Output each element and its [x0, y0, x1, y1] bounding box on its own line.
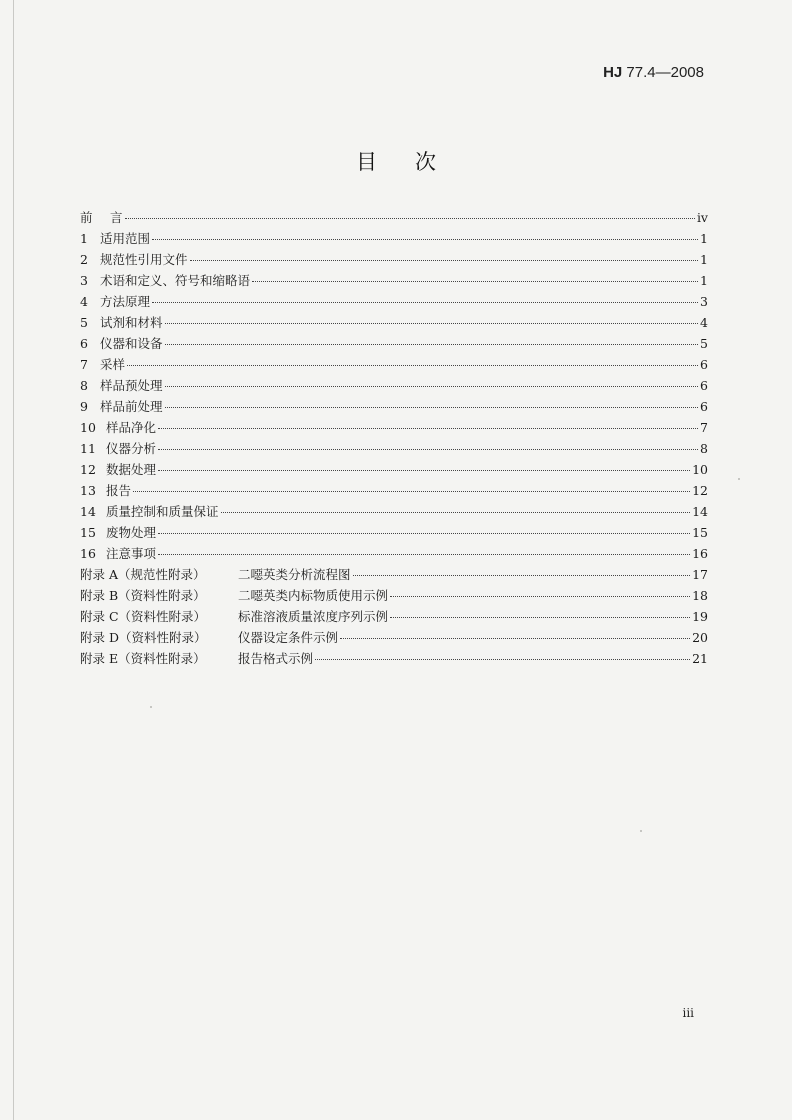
toc-page-number: 6: [700, 399, 708, 414]
toc-entry-title: 仪器和设备: [100, 336, 163, 351]
toc-entry-label: [80, 585, 388, 606]
dot-leader: [158, 449, 698, 450]
toc-row[interactable]: [80, 333, 708, 354]
toc-entry-label: [80, 333, 163, 354]
toc-page-number: 6: [700, 357, 708, 372]
toc-entry-number: 12: [80, 462, 96, 477]
toc-entry-title: 规范性引用文件: [100, 252, 188, 267]
toc-entry-number: 16: [80, 546, 96, 561]
scan-speck: [738, 478, 740, 480]
toc-row[interactable]: [80, 543, 708, 564]
appendix-title: 二噁英类内标物质使用示例: [238, 588, 389, 603]
toc-entry-number: 6: [80, 336, 88, 351]
appendix-title: 标准溶液质量浓度序列示例: [238, 609, 389, 624]
appendix-prefix: 附录 C（资料性附录）: [80, 609, 207, 624]
toc-entry-label: [80, 522, 156, 543]
toc-entry-title: 术语和定义、符号和缩略语: [100, 273, 251, 288]
toc-row[interactable]: [80, 291, 708, 312]
toc-entry-number: 8: [80, 378, 88, 393]
toc-page-number: 21: [692, 651, 708, 666]
toc-entry-number: 14: [80, 504, 96, 519]
standard-code-prefix: HJ: [603, 64, 623, 81]
toc-entry-title: 样品预处理: [100, 378, 163, 393]
toc-entry-number: 10: [80, 420, 96, 435]
toc-appendix-row[interactable]: [80, 648, 708, 669]
toc-row[interactable]: [80, 354, 708, 375]
toc-entry-label: [80, 228, 150, 249]
toc-appendix-row[interactable]: [80, 564, 708, 585]
toc-page-number: 1: [700, 231, 708, 246]
scan-speck: [150, 706, 152, 708]
dot-leader: [165, 344, 698, 345]
toc-entry-number: 13: [80, 483, 96, 498]
toc-entry-title: 仪器分析: [106, 441, 157, 456]
toc-page-number: 7: [700, 420, 708, 435]
toc-entry-title: 报告: [106, 483, 132, 498]
toc-entry-number: 3: [80, 273, 88, 288]
page-title: 目次: [356, 150, 474, 174]
dot-leader: [158, 533, 690, 534]
toc-page-number: 4: [700, 315, 708, 330]
dot-leader: [252, 281, 698, 282]
toc-entry-title: 试剂和材料: [100, 315, 163, 330]
toc-page-number: 12: [692, 483, 708, 498]
dot-leader: [390, 617, 690, 618]
toc-row[interactable]: [80, 459, 708, 480]
dot-leader: [221, 512, 691, 513]
dot-leader: [315, 659, 690, 660]
toc-entry-title: 数据处理: [106, 462, 157, 477]
dot-leader: [158, 428, 698, 429]
dot-leader: [152, 302, 698, 303]
appendix-prefix: 附录 B（资料性附录）: [80, 588, 206, 603]
toc-page-number: 1: [700, 273, 708, 288]
toc-page-number: iv: [696, 210, 708, 225]
toc-row[interactable]: [80, 375, 708, 396]
toc-entry-title: 样品前处理: [100, 399, 163, 414]
toc-appendix-row[interactable]: [80, 606, 708, 627]
toc-entry-title: 方法原理: [100, 294, 151, 309]
toc-entry-label: [80, 291, 150, 312]
toc-entry-number: 15: [80, 525, 96, 540]
appendix-title: 报告格式示例: [238, 651, 314, 666]
toc-entry-label: [80, 627, 338, 648]
toc-entry-label: [80, 249, 188, 270]
toc-entry-label: [80, 438, 156, 459]
appendix-prefix: 附录 E（资料性附录）: [80, 651, 206, 666]
toc-page-number: 8: [700, 441, 708, 456]
toc-entry-title: 质量控制和质量保证: [106, 504, 219, 519]
toc-entry-label: [80, 375, 163, 396]
toc-row[interactable]: [80, 396, 708, 417]
toc-entry-label: [80, 606, 388, 627]
toc-entry-number: 11: [80, 441, 96, 456]
toc-entry-number: 4: [80, 294, 88, 309]
dot-leader: [165, 323, 698, 324]
dot-leader: [152, 239, 698, 240]
toc-entry-number: 1: [80, 231, 88, 246]
toc-entry-title: 注意事项: [106, 546, 157, 561]
appendix-prefix: 附录 D（资料性附录）: [80, 630, 207, 645]
toc-entry-title: 废物处理: [106, 525, 157, 540]
toc-entry-number: 7: [80, 357, 88, 372]
toc-page-number: 17: [692, 567, 708, 582]
dot-leader: [340, 638, 690, 639]
dot-leader: [125, 218, 695, 219]
standard-code-number: 77.4—2008: [622, 64, 704, 81]
toc-page-number: 3: [700, 294, 708, 309]
toc-page-number: 6: [700, 378, 708, 393]
toc-entry-title: 适用范围: [100, 231, 151, 246]
dot-leader: [158, 554, 690, 555]
toc-page-number: 15: [692, 525, 708, 540]
dot-leader: [353, 575, 691, 576]
page-number: iii: [682, 1006, 694, 1020]
toc-entry-number: 2: [80, 252, 88, 267]
toc-entry-label: [80, 648, 313, 669]
dot-leader: [165, 407, 698, 408]
toc-entry-label: [80, 543, 156, 564]
toc-row[interactable]: [80, 228, 708, 249]
toc-entry-title: 言: [110, 210, 123, 225]
standard-code: [603, 64, 704, 81]
toc-page-number: 18: [692, 588, 708, 603]
toc-entry-label: [80, 480, 131, 501]
toc-row[interactable]: [80, 270, 708, 291]
toc-entry-label: [80, 459, 156, 480]
toc-page-number: 20: [692, 630, 708, 645]
toc-row[interactable]: [80, 480, 708, 501]
appendix-prefix: 附录 A（规范性附录）: [80, 567, 206, 582]
toc-page-number: 1: [700, 252, 708, 267]
dot-leader: [158, 470, 690, 471]
dot-leader: [165, 386, 698, 387]
toc-entry-label: [80, 354, 125, 375]
dot-leader: [390, 596, 690, 597]
toc-entry-title: 采样: [100, 357, 126, 372]
toc-page-number: 19: [692, 609, 708, 624]
toc-entry-label: [80, 207, 123, 228]
toc-entry-label: [80, 396, 163, 417]
toc-entry-label: [80, 312, 163, 333]
table-of-contents: [80, 207, 708, 669]
toc-row[interactable]: [80, 501, 708, 522]
toc-entry-number: 前: [80, 210, 93, 225]
toc-entry-title: 样品净化: [106, 420, 157, 435]
toc-entry-number: 5: [80, 315, 88, 330]
toc-entry-label: [80, 501, 219, 522]
toc-entry-label: [80, 417, 156, 438]
toc-page-number: 14: [692, 504, 708, 519]
toc-appendix-row[interactable]: [80, 627, 708, 648]
toc-row[interactable]: [80, 417, 708, 438]
dot-leader: [133, 491, 690, 492]
toc-page-number: 16: [692, 546, 708, 561]
toc-entry-number: 9: [80, 399, 88, 414]
appendix-title: 仪器设定条件示例: [238, 630, 339, 645]
toc-page-number: 10: [692, 462, 708, 477]
toc-appendix-row[interactable]: [80, 585, 708, 606]
toc-row[interactable]: [80, 312, 708, 333]
toc-row[interactable]: [80, 522, 708, 543]
toc-row[interactable]: [80, 249, 708, 270]
toc-entry-label: [80, 270, 250, 291]
scan-speck: [640, 830, 642, 832]
toc-row[interactable]: [80, 438, 708, 459]
toc-row[interactable]: [80, 207, 708, 228]
dot-leader: [190, 260, 698, 261]
toc-page-number: 5: [700, 336, 708, 351]
dot-leader: [127, 365, 698, 366]
appendix-title: 二噁英类分析流程图: [238, 567, 351, 582]
toc-entry-label: [80, 564, 351, 585]
